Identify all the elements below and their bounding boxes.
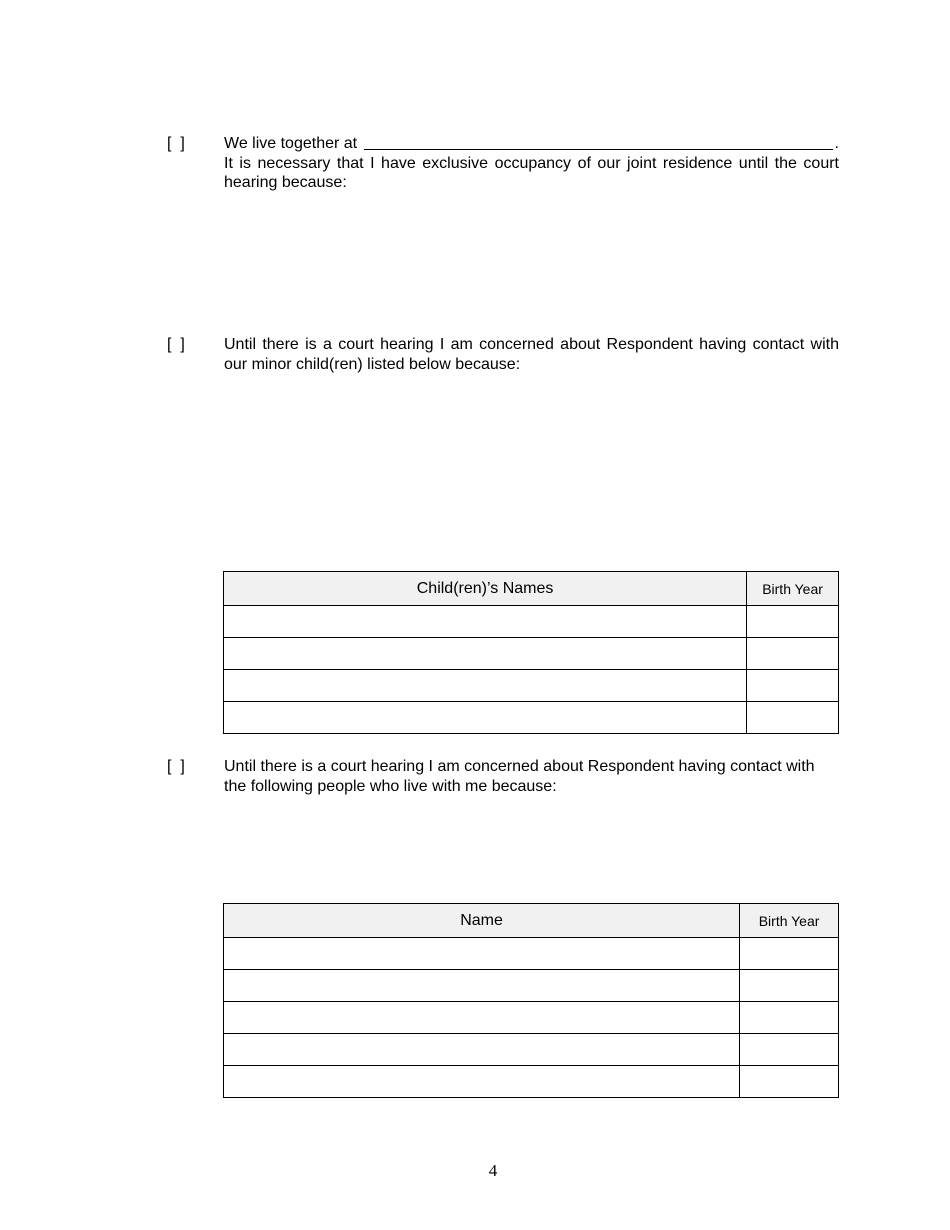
residence-period: .	[834, 135, 839, 152]
person-name-cell[interactable]	[224, 1034, 740, 1066]
child-birth-year-cell[interactable]	[747, 670, 839, 702]
child-name-cell[interactable]	[224, 606, 747, 638]
child-name-cell[interactable]	[224, 670, 747, 702]
children-table-header	[224, 572, 839, 606]
child-birth-year-cell[interactable]	[747, 638, 839, 670]
table-row	[224, 1066, 839, 1098]
table-row	[224, 938, 839, 970]
person-name-cell[interactable]	[224, 1066, 740, 1098]
table-row	[224, 1002, 839, 1034]
table-row	[224, 702, 839, 734]
residence-text	[224, 134, 839, 193]
table-row	[224, 670, 839, 702]
person-birth-year-cell[interactable]	[740, 1034, 839, 1066]
children-contact-checkbox[interactable]: [ ]	[167, 336, 185, 353]
residence-address-blank[interactable]	[364, 134, 832, 150]
child-name-cell[interactable]	[224, 638, 747, 670]
person-name-cell[interactable]	[224, 1002, 740, 1034]
person-birth-year-cell[interactable]	[740, 970, 839, 1002]
household-contact-checkbox[interactable]: [ ]	[167, 758, 185, 775]
child-birth-year-cell[interactable]	[747, 702, 839, 734]
child-name-cell[interactable]	[224, 702, 747, 734]
table-row	[224, 1034, 839, 1066]
people-birth-year-header: Birth Year	[740, 904, 839, 938]
people-table	[223, 903, 839, 1098]
person-birth-year-cell[interactable]	[740, 1002, 839, 1034]
people-name-header: Name	[224, 904, 740, 938]
residence-checkbox[interactable]: [ ]	[167, 135, 185, 152]
person-birth-year-cell[interactable]	[740, 938, 839, 970]
person-name-cell[interactable]	[224, 970, 740, 1002]
child-birth-year-cell[interactable]	[747, 606, 839, 638]
page-number: 4	[488, 1161, 498, 1180]
table-row	[224, 606, 839, 638]
children-table	[223, 571, 839, 734]
people-table-header	[224, 904, 839, 938]
person-birth-year-cell[interactable]	[740, 1066, 839, 1098]
household-contact-text: Until there is a court hearing I am concerned about Respondent having contact with the following people who live with me because:	[224, 758, 815, 795]
person-name-cell[interactable]	[224, 938, 740, 970]
children-birth-year-header: Birth Year	[747, 572, 839, 606]
table-row	[224, 638, 839, 670]
table-row	[224, 970, 839, 1002]
residence-reason-text: It is necessary that I have exclusive occupancy of our joint residence until the court hearing because:	[224, 154, 839, 191]
children-names-header: Child(ren)’s Names	[224, 572, 747, 606]
children-contact-text: Until there is a court hearing I am concerned about Respondent having contact with our minor child(ren) listed below because:	[224, 336, 839, 373]
residence-intro: We live together at	[224, 135, 358, 152]
